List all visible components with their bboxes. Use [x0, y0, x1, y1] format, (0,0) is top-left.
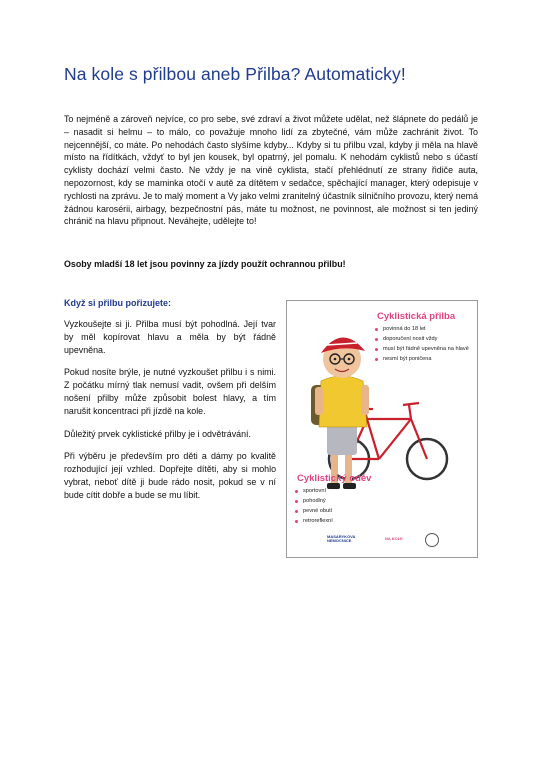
list-item: povinná do 18 let — [373, 326, 471, 333]
advice-paragraph: Pokud nosíte brýle, je nutné vyzkoušet přilbu i s nimi. Z počátku mírný tlak nemusí vadit, ovšem při delším nošení přilby může způsobit bolest hlavy, a tím narušit koncentraci při jízdě na kole. — [64, 367, 276, 416]
clothes-info-panel — [293, 473, 383, 528]
cyclist-poster — [286, 300, 478, 558]
advice-paragraph: Při výběru je především pro děti a dámy po kvalitě rozhodující její vzhled. Dopřejte dítěti, aby si mohlo vybrat, neboť dítě ji bude rádo nosit, pokud se v ní bude cítit dobře a bude se mu líbit. — [64, 451, 276, 500]
advice-paragraph: Vyzkoušejte si ji. Přilba musí být pohodlná. Její tvar by měl kopírovat hlavu a měla by být řádně upevněna. — [64, 319, 276, 355]
helmet-panel-title: Cyklistická přilba — [377, 311, 456, 322]
section-heading: Když si přilbu pořizujete: — [64, 298, 172, 308]
hospital-logo: MASARYKOVA NEMOCNICE — [327, 534, 356, 543]
list-item: nesmí být poničena — [373, 356, 471, 363]
helmet-list — [373, 326, 471, 363]
list-item: pevné obutí — [293, 508, 383, 515]
list-item: musí být řádně upevněna na hlavě — [373, 346, 471, 353]
advice-paragraph: Důležitý prvek cyklistické přilby je i odvětrávání. — [64, 428, 251, 439]
list-item: retroreflexní — [293, 518, 383, 525]
seal-logo — [425, 533, 439, 547]
list-item: sportovní — [293, 488, 383, 495]
clothes-list — [293, 488, 383, 525]
campaign-logo: NA KOLE — [385, 536, 403, 541]
helmet-law-note: Osoby mladší 18 let jsou povinny za jízdy použít ochrannou přilbu! — [64, 259, 346, 269]
helmet-info-panel — [373, 311, 471, 366]
clothes-panel-title: Cyklistický oděv — [297, 473, 372, 484]
intro-paragraph: To nejméně a zároveň nejvíce, co pro sebe, své zdraví a život můžete udělat, než šlápnete do pedálů je – nasadit si helmu – to málo, co považuje mnoho lidí za zbytečné, vám může zachránit život. To nejcennější, co máte. Po nehodách často slyšíme kdyby... Kdyby si tu přilbu vzal, kdyby ji měla na hlavě místo na řídítkách, vždyť to byl jen kousek, byl opatrný, jel pomalu. K nehodám cyklistů nebo s účastí cyklisty dochází velmi často. Ne vždy je na vině cyklista, stačí přehlédnutí ze strany řidiče auta, nepozornost, kdy se maminka otočí v autě za dítětem v sedačce, spěchající manager, který odepisuje v rychlosti na zprávu. Je to malý moment a Vy jako velmi zranitelný účastník silničního provozu, který nemá žádnou karosérii, airbagy, bezpečnostní pás, máte tu možnost, ne povinnost, ale možnost si ten jediný chránič na hlavu připnout. Neváhejte, udělejte to! — [64, 114, 479, 227]
list-item: doporučení nosit vždy — [373, 336, 471, 343]
advice-column — [64, 318, 276, 512]
sponsor-logos — [327, 533, 467, 549]
list-item: pohodlný — [293, 498, 383, 505]
page-title: Na kole s přilbou aneb Přilba? Automaticky! — [64, 64, 406, 84]
